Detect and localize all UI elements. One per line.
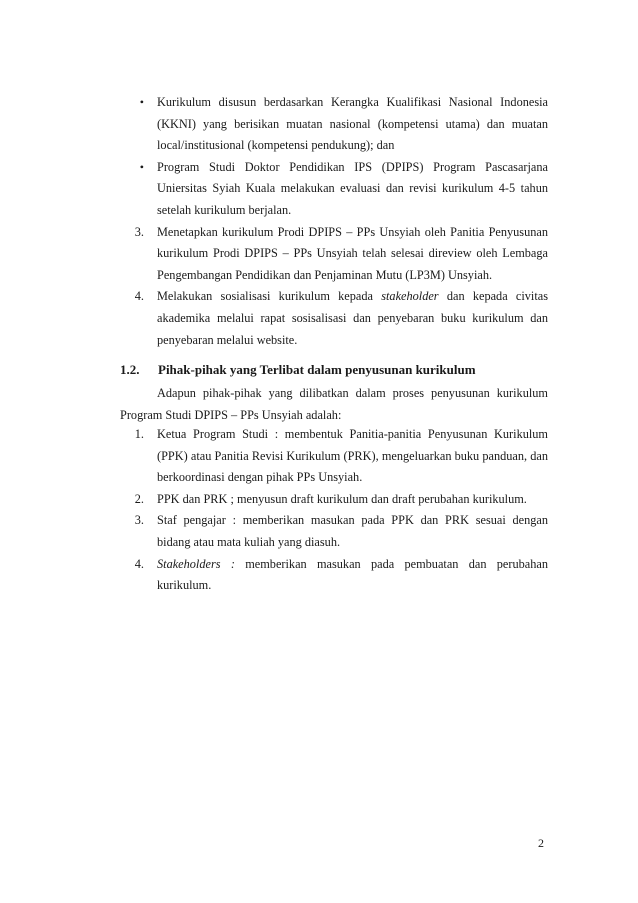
list-item-text [157,554,548,597]
list-item [120,489,548,511]
list-number: 3. [134,513,144,528]
section-number: 1.2. [120,362,140,377]
text-segment: dan kepada civitas akademika melalui rapat sosisalisasi dan penyebaran buku kurikulum dan penyebaran melalui website. [157,289,548,347]
list-item [120,286,548,351]
list-item-text: PPK dan PRK ; menyusun draft kurikulum dan draft perubahan kurikulum. [157,491,527,506]
text-segment: Melakukan sosialisasi kurikulum kepada [157,289,382,304]
list-item [120,222,548,287]
section-intro [120,383,548,426]
list-item-text: Kurikulum disusun berdasarkan Kerangka Kualifikasi Nasional Indonesia (KKNI) yang berisikan muatan nasional (kompetensi utama) dan muatan local/institusional (kompetensi pendukung); dan [157,95,548,153]
bullet-marker: • [139,159,144,174]
list-number: 3. [134,224,144,239]
list-item [120,424,548,489]
list-item-text [157,286,548,351]
list-item-text: Staf pengajar : memberikan masukan pada PPK dan PRK sesuai dengan bidang atau mata kuliah yang diasuh. [157,513,548,549]
list-number: 4. [134,556,144,571]
list-item [120,510,548,553]
section-list [120,424,548,597]
intro-text: Adapun pihak-pihak yang dilibatkan dalam proses penyusunan kurikulum Program Studi DPIPS – PPs Unsyiah adalah: [120,386,548,422]
list-item [120,554,548,597]
top-list [120,92,548,351]
list-item-text: Program Studi Doktor Pendidikan IPS (DPIPS) Program Pascasarjana Uniersitas Syiah Kuala melakukan evaluasi dan revisi kurikulum 4-5 tahun setelah kurikulum berjalan. [157,159,548,217]
bullet-marker: • [139,95,144,109]
list-number: 2. [134,491,144,506]
list-item [120,157,548,222]
list-item-text: Menetapkan kurikulum Prodi DPIPS – PPs Unsyiah oleh Panitia Penyusunan kurikulum Prodi DPIPS – PPs Unsyiah telah selesai direview oleh Lembaga Pengembangan Pendidikan dan Penjaminan Mutu (LP3M) Unsyiah. [157,224,548,282]
emphasis-text: Stakeholders : [157,556,235,571]
list-item-text: Ketua Program Studi : membentuk Panitia-panitia Penyusunan Kurikulum (PPK) atau Panitia Revisi Kurikulum (PRK), mengeluarkan buku panduan, dan berkoordinasi dengan pihak PPs Unsyiah. [157,427,548,485]
list-item [120,92,548,157]
text-segment: memberikan masukan pada pembuatan dan perubahan kurikulum. [157,556,548,593]
section-title: Pihak-pihak yang Terlibat dalam penyusunan kurikulum [158,362,476,377]
list-number: 1. [134,427,144,441]
page-number: 2 [538,836,544,850]
emphasis-text: stakeholder [381,289,439,304]
list-number: 4. [134,289,144,304]
